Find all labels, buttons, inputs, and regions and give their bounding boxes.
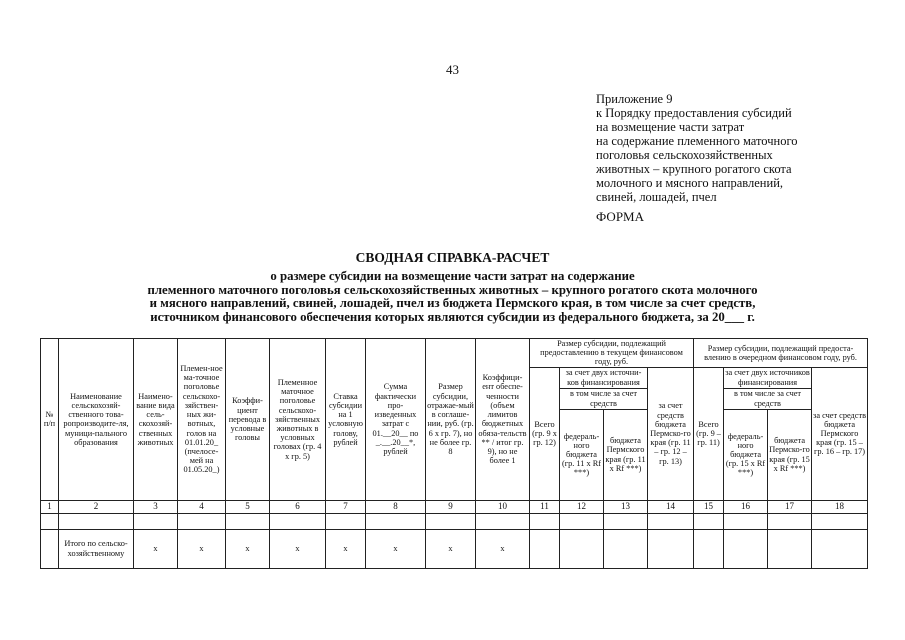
column-number: 15	[694, 500, 724, 513]
column-number: 10	[476, 500, 530, 513]
appendix-line: Приложение 9	[596, 92, 673, 106]
table-cell[interactable]	[812, 529, 868, 568]
appendix-line: молочного и мясного направлений,	[596, 176, 784, 190]
subtitle-line: о размере субсидии на возмещение части затрат на содержание	[270, 269, 635, 283]
table-cell[interactable]	[724, 513, 768, 529]
column-number: 13	[604, 500, 648, 513]
column-number: 9	[426, 500, 476, 513]
x-mark: х	[270, 529, 326, 568]
header-col-no: № п/п	[41, 339, 59, 501]
header-incl-next: в том числе за счет средств	[724, 388, 812, 409]
header-fed-current: федераль-ного бюджета (гр. 11 х Rf ***)	[560, 409, 604, 500]
table-cell[interactable]	[226, 513, 270, 529]
header-fed-next: федераль-ного бюджета (гр. 15 х Rf ***)	[724, 409, 768, 500]
table-cell[interactable]	[694, 513, 724, 529]
header-col-name: Наименование сельскохозяй-ственного това-ропроизводите-ля, муници-пального образования	[59, 339, 134, 501]
column-number: 17	[768, 500, 812, 513]
table-cell[interactable]	[648, 513, 694, 529]
header-col-limit-coef: Коэффици-ент обеспе-ченности (объем лимитов бюджетных обяза-тельств ** / итог гр. 9), но не более 1	[476, 339, 530, 501]
document-subtitle	[40, 270, 865, 324]
header-regional-current: за счет средств бюджета Пермско-го края (гр. 11 – гр. 12 – гр. 13)	[648, 367, 694, 500]
appendix-line: животных – крупного рогатого скота	[596, 162, 792, 176]
total-label: Итого по сельско-хозяйственному	[59, 529, 134, 568]
column-number: 1	[41, 500, 59, 513]
column-number: 6	[270, 500, 326, 513]
table-cell	[41, 529, 59, 568]
x-mark: х	[366, 529, 426, 568]
table-cell[interactable]	[530, 513, 560, 529]
column-number: 14	[648, 500, 694, 513]
table-cell[interactable]	[41, 513, 59, 529]
column-number: 5	[226, 500, 270, 513]
table-cell[interactable]	[604, 513, 648, 529]
table-cell[interactable]	[768, 513, 812, 529]
table-cell[interactable]	[768, 529, 812, 568]
header-group-current-year: Размер субсидии, подлежащий предоставлению в текущем финансовом году, руб.	[530, 339, 694, 368]
subtitle-line: источником финансового обеспечения которых являются субсидии из федерального бюджета, за 20___ г.	[150, 309, 755, 324]
document-title: СВОДНАЯ СПРАВКА-РАСЧЕТ	[355, 250, 550, 265]
table-cell[interactable]	[178, 513, 226, 529]
header-incl-current: в том числе за счет средств	[560, 388, 648, 409]
column-number: 16	[724, 500, 768, 513]
appendix-line: на возмещение части затрат	[596, 120, 745, 134]
appendix-line: на содержание племенного маточного	[596, 134, 798, 148]
x-mark: х	[476, 529, 530, 568]
header-col-rate: Ставка субсидии на 1 условную голову, рублей	[326, 339, 366, 501]
table-cell[interactable]	[560, 529, 604, 568]
x-mark: х	[226, 529, 270, 568]
header-col-coef: Коэффи-циент перевода в условные головы	[226, 339, 270, 501]
table-cell[interactable]	[604, 529, 648, 568]
header-col-conv-heads: Племенное маточное поголовье сельскохо-зяйственных животных в условных головах (гр. 4 х гр. 5)	[270, 339, 326, 501]
x-mark: х	[178, 529, 226, 568]
table-cell[interactable]	[648, 529, 694, 568]
x-mark: х	[426, 529, 476, 568]
table-cell[interactable]	[326, 513, 366, 529]
header-regional-next: за счет средств бюджета Пермского края (гр. 15 – гр. 16 – гр. 17)	[812, 367, 868, 500]
subsidy-calculation-table	[40, 338, 868, 569]
header-row	[41, 339, 868, 368]
column-number: 18	[812, 500, 868, 513]
header-group-next-year: Размер субсидии, подлежащий предоста-влению в очередном финансовом году, руб.	[694, 339, 868, 368]
header-col-heads: Племен-ное ма-точное поголовье сельскохо-зяйствен-ных жи-вотных, голов на 01.01.20_ (пчелосе-мей на 01.05.20_)	[178, 339, 226, 501]
header-two-sources-next: за счет двух источников финансирования	[725, 368, 810, 387]
column-number-row	[41, 500, 868, 513]
form-label: ФОРМА	[596, 209, 644, 224]
table-cell[interactable]	[270, 513, 326, 529]
header-perm-next: бюджета Пермско-го края (гр. 15 х Rf ***)	[768, 409, 812, 500]
table-cell[interactable]	[560, 513, 604, 529]
header-col-costs: Сумма фактически про-изведенных затрат с 01.__20__ по _.__.20__*, рублей	[366, 339, 426, 501]
table-cell[interactable]	[812, 513, 868, 529]
column-number: 3	[134, 500, 178, 513]
appendix-line: поголовья сельскохозяйственных	[596, 148, 773, 162]
table-cell[interactable]	[134, 513, 178, 529]
x-mark: х	[134, 529, 178, 568]
header-two-sources-current: за счет двух источни-ков финансирования	[560, 367, 648, 388]
column-number: 2	[59, 500, 134, 513]
appendix-line: к Порядку предоставления субсидий	[596, 106, 792, 120]
subtitle-line: и мясного направлений, свиней, лошадей, пчел из бюджета Пермского края, в том числе за счет средств,	[149, 296, 756, 310]
header-total-current: Всего (гр. 9 х гр. 12)	[530, 367, 560, 500]
header-col-species: Наимено-вание вида сель-скохозяй-ственных животных	[134, 339, 178, 501]
appendix-reference	[596, 92, 896, 204]
total-row	[41, 529, 868, 568]
column-number: 4	[178, 500, 226, 513]
column-number: 7	[326, 500, 366, 513]
table-cell[interactable]	[724, 529, 768, 568]
page-number: 43	[446, 62, 459, 77]
table-cell[interactable]	[426, 513, 476, 529]
appendix-line: свиней, лошадей, пчел	[596, 190, 717, 204]
x-mark: х	[326, 529, 366, 568]
table-row	[41, 513, 868, 529]
table-cell[interactable]	[476, 513, 530, 529]
table-cell[interactable]	[366, 513, 426, 529]
subtitle-line: племенного маточного поголовья сельскохозяйственных животных – крупного рогатого скота молочного	[147, 282, 758, 297]
header-total-next: Всего (гр. 9 – гр. 11)	[694, 367, 724, 500]
table-cell[interactable]	[59, 513, 134, 529]
column-number: 12	[560, 500, 604, 513]
column-number: 8	[366, 500, 426, 513]
table-cell[interactable]	[694, 529, 724, 568]
header-perm-current: бюджета Пермского края (гр. 11 х Rf ***)	[604, 409, 648, 500]
column-number: 11	[530, 500, 560, 513]
table-cell[interactable]	[530, 529, 560, 568]
header-col-agreement: Размер субсидии, отражае-мый в соглаше-нии, руб. (гр. 6 х гр. 7), но не более гр. 8	[426, 339, 476, 501]
